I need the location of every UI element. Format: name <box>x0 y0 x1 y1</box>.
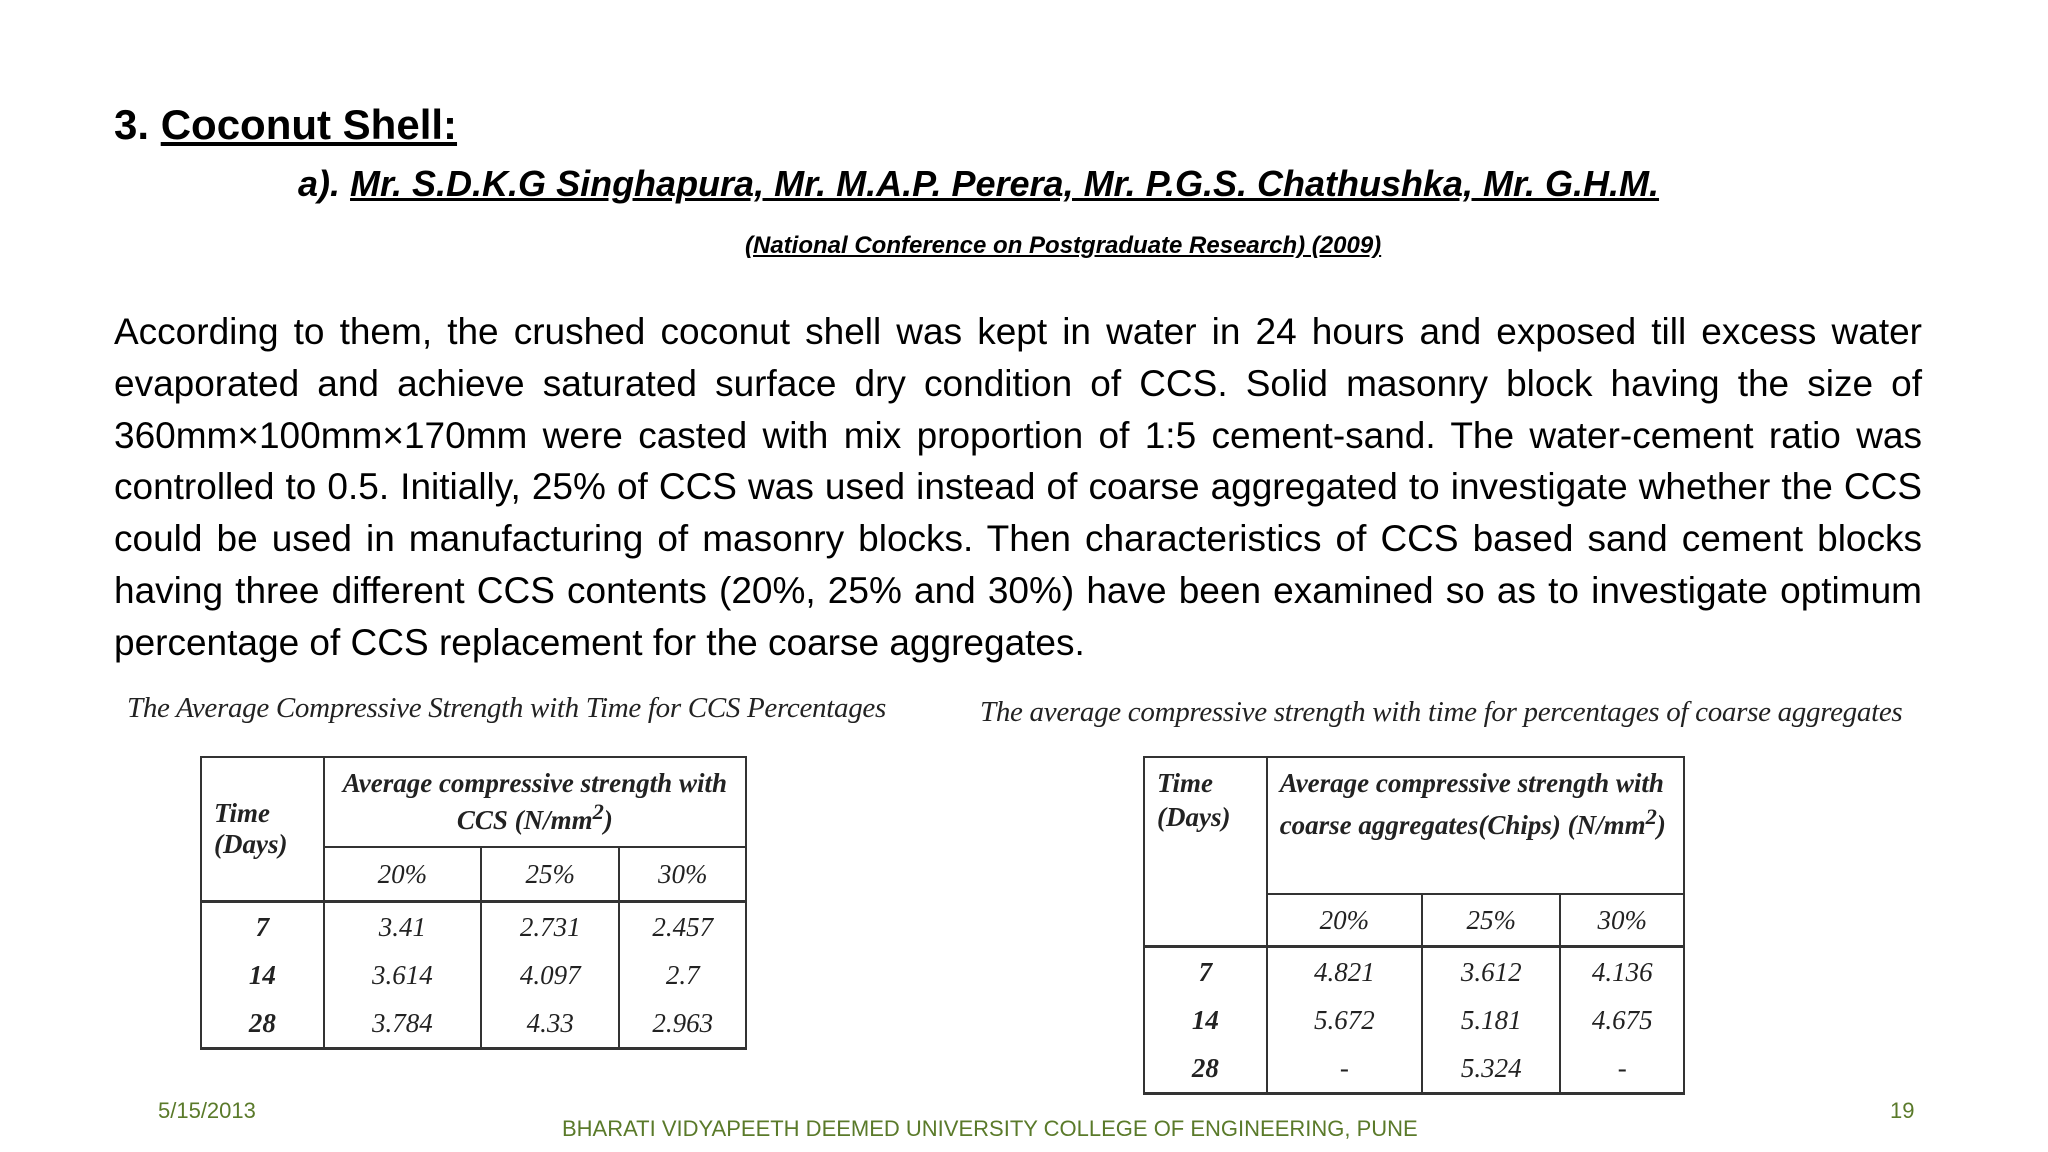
table-cell: 4.097 <box>481 951 619 999</box>
table-row <box>201 999 746 1049</box>
table-cell: 2.731 <box>481 902 619 952</box>
coarse-aggregate-strength-table <box>1143 756 1685 1095</box>
strength-group-header: Average compressive strength with CCS $(N/mm^2)$ <box>324 757 746 847</box>
column-header: 30% <box>1560 894 1684 947</box>
time-header: Time (Days) <box>1144 757 1267 947</box>
table2-caption: The average compressive strength with time for percentages of coarse aggregates <box>980 696 1903 728</box>
table-cell: 3.41 <box>324 902 481 952</box>
table-cell: 4.33 <box>481 999 619 1049</box>
column-header: 30% <box>619 847 746 902</box>
table-row <box>201 902 746 952</box>
table-cell: 3.612 <box>1422 947 1560 997</box>
table-cell: 2.457 <box>619 902 746 952</box>
table-cell: 3.614 <box>324 951 481 999</box>
table-cell: 2.7 <box>619 951 746 999</box>
column-header: 25% <box>481 847 619 902</box>
row-time: 28 <box>201 999 324 1049</box>
table-row <box>1144 1044 1684 1094</box>
table-cell: - <box>1560 1044 1684 1094</box>
section-title: Coconut Shell: <box>160 101 458 148</box>
time-header: Time (Days) <box>201 757 324 902</box>
section-number: 3. <box>114 101 150 148</box>
footer-institution: BHARATI VIDYAPEETH DEEMED UNIVERSITY COLLEGE OF ENGINEERING, PUNE <box>562 1116 1418 1141</box>
section-heading <box>114 100 457 150</box>
table-cell: 5.181 <box>1422 996 1560 1044</box>
ccs-strength-table <box>200 756 747 1050</box>
author-names: Mr. S.D.K.G Singhapura, Mr. M.A.P. Perera, Mr. P.G.S. Chathushka, Mr. G.H.M. <box>350 163 1660 204</box>
row-time: 14 <box>201 951 324 999</box>
table-cell: 5.672 <box>1267 996 1422 1044</box>
table-row <box>1144 947 1684 997</box>
table-cell: 2.963 <box>619 999 746 1049</box>
row-time: 7 <box>1144 947 1267 997</box>
table-cell: - <box>1267 1044 1422 1094</box>
page-number: 19 <box>1890 1098 1915 1123</box>
row-time: 14 <box>1144 996 1267 1044</box>
table-row <box>1144 996 1684 1044</box>
row-time: 7 <box>201 902 324 952</box>
table-cell: 4.675 <box>1560 996 1684 1044</box>
author-line <box>298 162 1659 205</box>
column-header: 25% <box>1422 894 1560 947</box>
table-cell: 3.784 <box>324 999 481 1049</box>
body-paragraph: According to them, the crushed coconut shell was kept in water in 24 hours and exposed till excess water evaporated and achieve saturated surface dry condition of CCS. Solid masonry block having the size of 360mm×100mm×170mm were casted with mix proportion of 1:5 cement-sand. The water-cement ratio was controlled to 0.5. Initially, 25% of CCS was used instead of coarse aggregated to investigate whether the CCS could be used in manufacturing of masonry blocks. Then characteristics of CCS based sand cement blocks having three different CCS contents (20%, 25% and 30%) have been examined so as to investigate optimum percentage of CCS replacement for the coarse aggregates. <box>114 311 1922 663</box>
footer-date: 5/15/2013 <box>158 1098 256 1123</box>
strength-group-header: Average compressive strength with coarse aggregates(Chips) $(N/mm^2)$ <box>1267 757 1684 894</box>
column-header: 20% <box>324 847 481 902</box>
row-time: 28 <box>1144 1044 1267 1094</box>
table1-caption: The Average Compressive Strength with Time for CCS Percentages <box>127 692 886 724</box>
column-header: 20% <box>1267 894 1422 947</box>
table-cell: 4.821 <box>1267 947 1422 997</box>
conference-citation: (National Conference on Postgraduate Research) (2009) <box>745 232 1382 259</box>
author-prefix: a). <box>298 163 341 204</box>
table-cell: 4.136 <box>1560 947 1684 997</box>
table-row <box>201 951 746 999</box>
table-cell: 5.324 <box>1422 1044 1560 1094</box>
